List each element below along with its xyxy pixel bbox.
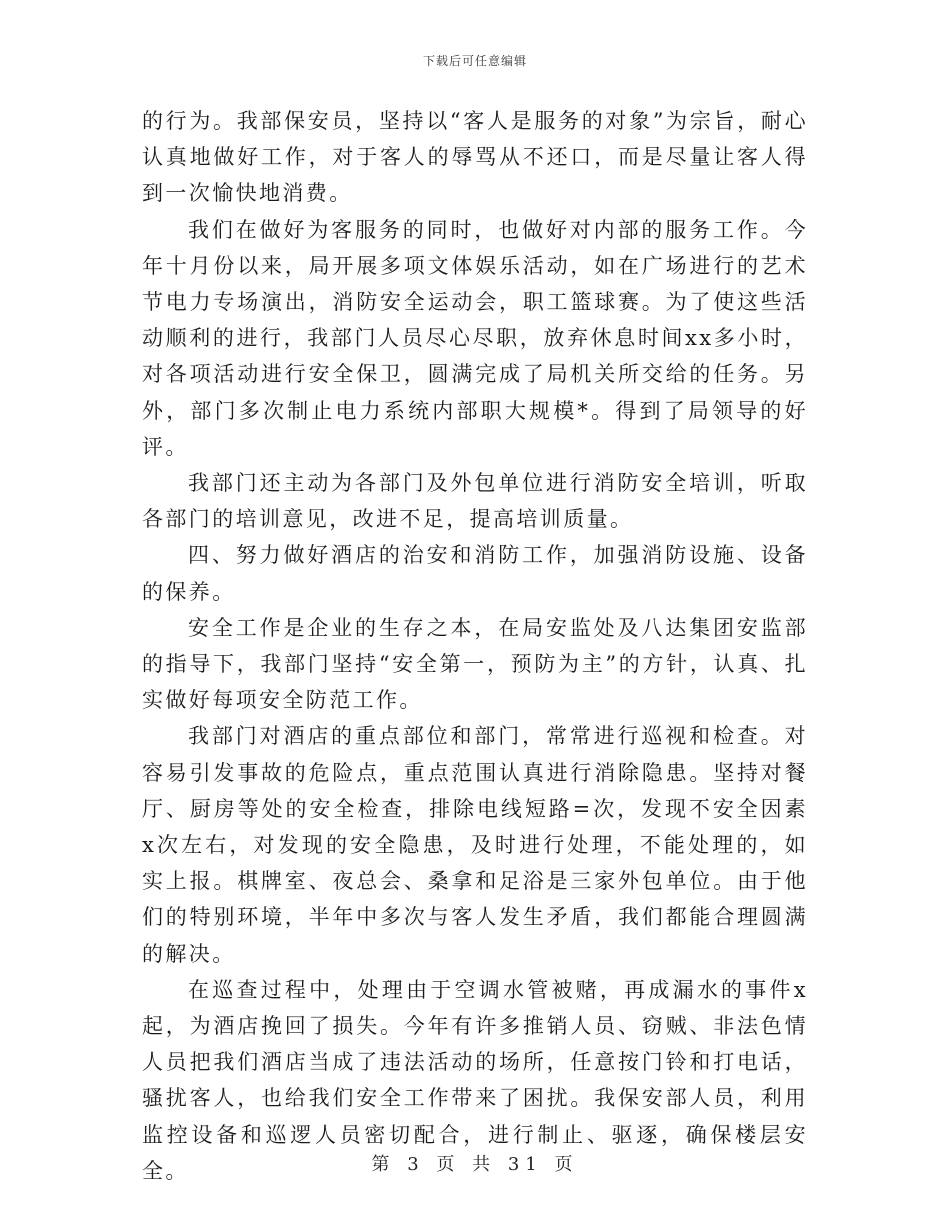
page-number-footer: 第 3 页 共 31 页 (371, 1154, 579, 1175)
paragraph: 的行为。我部保安员，坚持以“客人是服务的对象”为宗旨，耐心认真地做好工作，对于客人的辱骂从不还口，而是尽量让客人得到一次愉快地消费。 (142, 109, 808, 206)
section-heading: 四、努力做好酒店的治安和消防工作，加强消防设施、设备的保养。 (142, 543, 808, 604)
paragraph: 安全工作是企业的生存之本，在局安监处及八达集团安监部的指导下，我部门坚持“安全第一，预防为主”的方针，认真、扎实做好每项安全防范工作。 (142, 615, 808, 713)
paragraph: 我部门对酒店的重点部位和部门，常常进行巡视和检查。对容易引发事故的危险点，重点范围认真进行消除隐患。坚持对餐厅、厨房等处的安全检查，排除电线短路=次，发现不安全因素x次左右，对发现的安全隐患，及时进行处理，不能处理的，如实上报。棋牌室、夜总会、桑拿和足浴是三家外包单位。由于他们的特别环境，半年中多次与客人发生矛盾，我们都能合理圆满的解决。 (142, 724, 808, 966)
paragraph: 在巡查过程中，处理由于空调水管被赌，再成漏水的事件x起，为酒店挽回了损失。今年有许多推销人员、窃贼、非法色情人员把我们酒店当成了违法活动的场所，任意按门铃和打电话，骚扰客人，也给我们安全工作带来了困扰。我保安部人员，利用监控设备和巡逻人员密切配合，进行制止、驱逐，确保楼层安全。 (142, 977, 808, 1183)
header-note: 下载后可任意编辑 (422, 54, 527, 68)
paragraph: 我们在做好为客服务的同时，也做好对内部的服务工作。今年十月份以来，局开展多项文体娱乐活动，如在广场进行的艺术节电力专场演出，消防安全运动会，职工篮球赛。为了使这些活动顺利的进行，我部门人员尽心尽职，放弃休息时间xx多小时，对各项活动进行安全保卫，圆满完成了局机关所交给的任务。另外，部门多次制止电力系统内部职大规模*。得到了局领导的好评。 (142, 217, 808, 459)
body-text (142, 103, 808, 1189)
paragraph: 我部门还主动为各部门及外包单位进行消防安全培训，听取各部门的培训意见，改进不足，提高培训质量。 (142, 471, 808, 532)
